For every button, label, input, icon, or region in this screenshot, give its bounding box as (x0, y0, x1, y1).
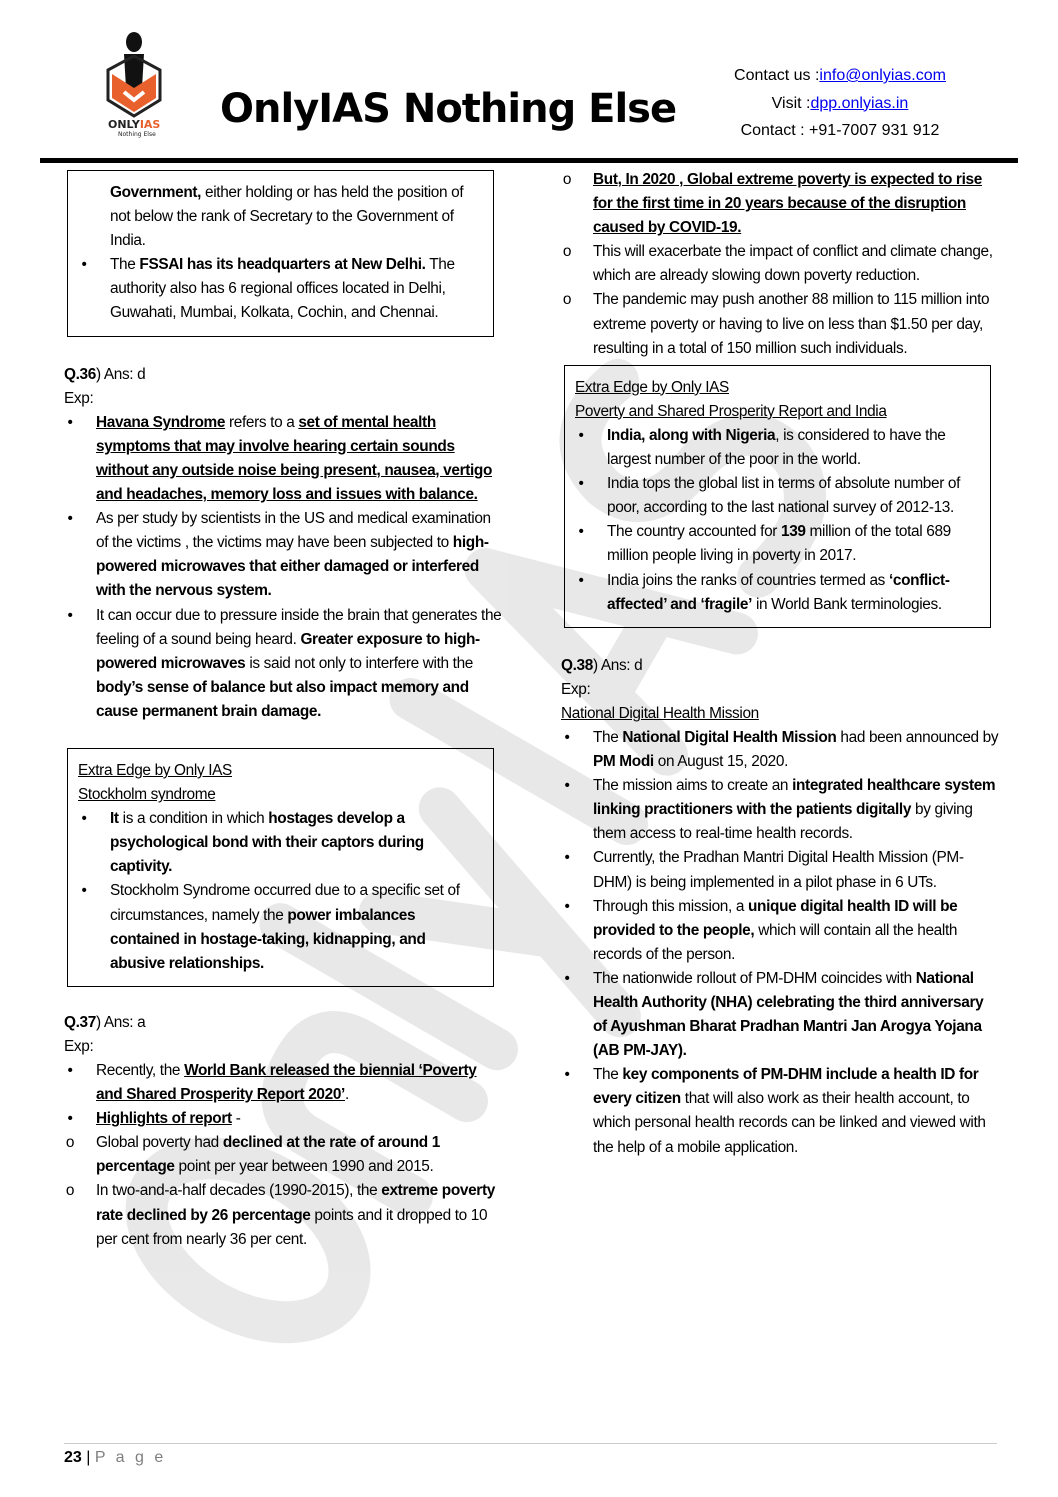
text-run: The (593, 728, 623, 746)
text-run: ) Ans: d (95, 365, 146, 383)
text-run: Stockholm syndrome (78, 786, 216, 804)
text-run: PM Modi (593, 753, 654, 771)
list-item (575, 569, 980, 617)
list-item (575, 472, 980, 520)
list-item (561, 288, 1001, 360)
text-run: Currently, the Pradhan Mantri Digital Health Mission (PM-DHM) is being implemented in a pilot phase in 6 UTs. (593, 849, 964, 891)
list-item (64, 604, 504, 724)
stockholm-box (67, 748, 494, 987)
text-run: It (110, 810, 119, 828)
text-run: Highlights of report (96, 1110, 232, 1128)
list-item (561, 967, 1001, 1063)
list-item (561, 846, 1001, 894)
list-item (64, 1059, 504, 1107)
text-run: FSSAI has its headquarters at New Delhi. (139, 256, 426, 274)
text-run: National Digital Health Mission (622, 728, 837, 746)
page-label: P a g e (94, 1449, 167, 1466)
right-column (561, 168, 1001, 1160)
footer-rule (64, 1443, 997, 1444)
list-item (64, 1107, 504, 1131)
footer-separator: | (81, 1449, 95, 1466)
text-run: The authority also has 6 regional offices located in Delhi, Guwahati, Mumbai, Kolkata, Cochin, and Chennai. (110, 256, 455, 322)
text-run: India, along with Nigeria (607, 426, 776, 444)
visit-label: Visit : (771, 94, 811, 112)
text-run: Recently, the (96, 1062, 185, 1079)
text-run: integrated healthcare system linking practitioners with the patients digitally (593, 777, 996, 819)
text-run: Havana Syndrome (96, 413, 226, 431)
bullet-icon: • (67, 413, 73, 431)
text-run: India tops the global list in terms of absolute number of poor, according to the last national survey of 2012-13. (607, 475, 961, 517)
text-run: As per study by scientists in the US and medical examination of the victims , the victims may have been subjected to (96, 510, 491, 552)
text-run: either holding or has held the position of not below the rank of Secretary to the Government of India. (110, 184, 464, 250)
bullet-icon: • (564, 728, 570, 746)
paragraph (64, 363, 504, 387)
text-run: . (344, 1086, 349, 1104)
list-item (561, 726, 1001, 774)
text-run: Greater exposure to high-powered microwaves (96, 630, 480, 672)
paragraph (575, 376, 980, 400)
footer-area (0, 1425, 1058, 1497)
list-item (575, 520, 980, 568)
bullet-icon: • (564, 1066, 570, 1084)
text-run: Q.37 (64, 1013, 96, 1031)
text-run: The pandemic may push another 88 million to 115 million into extreme poverty or having to live on less than $1.50 per day, resulting in a total of 150 million such individuals. (593, 291, 990, 357)
circle-bullet-icon: o (65, 1182, 75, 1200)
text-run: Extra Edge by Only IAS (78, 761, 232, 779)
bullet-icon: • (564, 897, 570, 915)
left-column (64, 168, 504, 1252)
text-run: The mission aims to create an (593, 777, 793, 795)
text-run: Q.38 (561, 656, 593, 674)
paragraph (78, 783, 483, 807)
text-run: It can occur due to pressure inside the brain that generates the feeling of a sound being heard. (96, 606, 502, 648)
list-item (78, 807, 483, 879)
text-run: National Digital Health Mission (561, 704, 759, 722)
bullet-icon: • (67, 510, 73, 528)
text-run: that will also work as their health account, to which personal health records can be linked and viewed with the help of a mobile application. (593, 1090, 986, 1156)
bullet-icon: • (564, 777, 570, 795)
text-run: The (593, 1066, 623, 1084)
text-run: key components of PM-DHM include a health ID for every citizen (593, 1066, 979, 1108)
paragraph (561, 678, 1001, 702)
list-item (561, 1063, 1001, 1159)
paragraph (78, 181, 483, 253)
text-run: on August 15, 2020. (653, 753, 789, 771)
text-run: The nationwide rollout of PM-DHM coincides with (593, 969, 916, 987)
list-item (64, 507, 504, 603)
bullet-icon: • (564, 969, 570, 987)
bullet-icon: • (67, 606, 73, 624)
text-run: points and it dropped to 10 per cent from nearly 36 per cent. (96, 1206, 488, 1248)
phone-line: Contact : +91-7007 931 912 (740, 122, 940, 139)
text-run: Exp: (561, 680, 591, 698)
text-run: is a condition in which (118, 810, 269, 828)
text-run: Exp: (64, 389, 94, 407)
text-run: refers to a (225, 413, 299, 431)
text-run: But, In 2020 , Global extreme poverty is expected to rise for the first time in 20 years because of the disruption caused by COVID-19. (593, 171, 982, 237)
page-number: 23 (64, 1449, 82, 1466)
text-run: high-powered microwaves that either damaged or interfered with the nervous system. (96, 534, 489, 600)
circle-bullet-icon: o (65, 1134, 75, 1152)
text-run: The country accounted for (607, 523, 781, 541)
text-run: , is considered to have the largest number of the poor in the world. (607, 426, 946, 469)
bullet-icon: • (578, 475, 584, 493)
poverty-india-box (564, 365, 991, 628)
list-item (561, 240, 1001, 288)
email-link[interactable]: info@onlyias.com (819, 67, 946, 84)
text-run: body’s sense of balance but also impact memory and cause permanent brain damage. (96, 678, 469, 720)
text-run: Stockholm Syndrome occurred due to a specific set of circumstances, namely the (110, 882, 460, 924)
bullet-icon: • (67, 1062, 73, 1079)
text-run: by giving them access to real-time health records. (593, 801, 973, 843)
text-run: India joins the ranks of countries termed as (607, 571, 889, 589)
poverty-points (561, 168, 1001, 361)
bullet-icon: • (81, 256, 87, 274)
text-run: This will exacerbate the impact of conflict and climate change, which are already slowing down poverty reduction. (593, 243, 993, 285)
text-run: World Bank released the biennial ‘Poverty and Shared Prosperity Report 2020’ (96, 1062, 477, 1104)
paragraph (561, 702, 1001, 726)
text-run: is said not only to interfere with the (245, 654, 473, 672)
svg-text:Nothing Else: Nothing Else (118, 131, 156, 138)
text-run: ‘conflict-affected’ and ‘fragile’ (607, 571, 950, 613)
website-link[interactable]: dpp.onlyias.in (810, 94, 909, 112)
svg-text:ONLYIAS: ONLYIAS (108, 118, 161, 131)
list-item (64, 1131, 504, 1179)
text-run: National Health Authority (NHA) celebrating the third anniversary of Ayushman Bharat Pradhan Mantri Jan Arogya Yojana (AB PM-JAY). (593, 969, 984, 1060)
circle-bullet-icon: o (562, 243, 572, 261)
bullet-icon: • (81, 810, 87, 828)
text-run: Poverty and Shared Prosperity Report and India (575, 402, 887, 420)
bullet-icon: • (81, 882, 87, 900)
list-item (561, 168, 1001, 240)
text-run: Q.36 (64, 365, 96, 383)
q36-section (64, 363, 504, 724)
bullet-icon: • (67, 1110, 73, 1128)
paragraph (64, 1011, 504, 1035)
circle-bullet-icon: o (562, 171, 572, 188)
list-item (561, 895, 1001, 967)
text-run: in World Bank terminologies. (752, 595, 942, 613)
page-title: OnlyIAS Nothing Else (220, 86, 677, 132)
bullet-icon: • (578, 571, 584, 589)
bullet-icon: • (578, 426, 584, 444)
text-run: - (231, 1110, 241, 1128)
list-item (575, 424, 980, 472)
text-run: In two-and-a-half decades (1990-2015), the (96, 1182, 382, 1200)
paragraph (561, 654, 1001, 678)
paragraph (64, 387, 504, 411)
bullet-icon: • (564, 849, 570, 867)
paragraph (575, 400, 980, 424)
text-run: ) Ans: d (592, 656, 643, 674)
footer (64, 1449, 1058, 1467)
list-item (78, 253, 483, 325)
bullet-icon: • (578, 523, 584, 541)
text-run: Government, (110, 184, 202, 201)
circle-bullet-icon: o (562, 291, 572, 309)
text-run: point per year between 1990 and 2015. (174, 1158, 434, 1176)
text-run: set of mental health symptoms that may involve hearing certain sounds without any outside noise being present, nausea, vertigo and headaches, memory loss and issues with balance. (96, 413, 493, 504)
list-item (64, 411, 504, 507)
text-run: Extra Edge by Only IAS (575, 378, 729, 396)
text-run: hostages develop a psychological bond with their captors during captivity. (110, 810, 424, 876)
list-item (64, 1179, 504, 1251)
paragraph (78, 759, 483, 783)
q37-section (64, 1011, 504, 1252)
text-run: Exp: (64, 1037, 94, 1055)
text-run: power imbalances contained in hostage-taking, kidnapping, and abusive relationships. (110, 906, 426, 972)
text-run: had been announced by (836, 728, 999, 746)
list-item (78, 879, 483, 975)
text-run: extreme poverty rate declined by 26 percentage (96, 1182, 495, 1224)
text-run: unique digital health ID will be provided to the people, (593, 897, 958, 939)
text-run: Global poverty had (96, 1134, 223, 1152)
contact-label: Contact us : (734, 67, 820, 84)
text-run: The (110, 256, 140, 274)
text-run: declined at the rate of around 1 percentage (96, 1134, 440, 1176)
text-run: 139 (780, 523, 806, 541)
text-run: which will contain all the health records of the person. (593, 921, 958, 963)
text-run: million of the total 689 million people living in poverty in 2017. (607, 523, 951, 565)
fssai-box (67, 170, 494, 337)
q38-section (561, 654, 1001, 1160)
text-run: ) Ans: a (95, 1013, 146, 1031)
paragraph (64, 1035, 504, 1059)
text-run: Through this mission, a (593, 897, 748, 915)
list-item (561, 774, 1001, 846)
